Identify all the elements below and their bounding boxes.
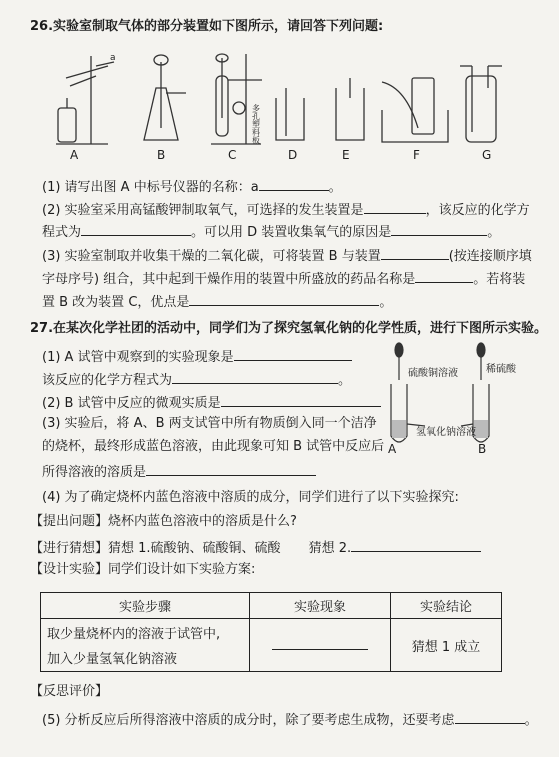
apparatus-label-f: F: [413, 148, 420, 162]
q27-guess: 【进行猜想】猜想 1.硫酸钠、硫酸铜、硫酸 猜想 2.: [30, 538, 481, 557]
q27-sub5: (5) 分析反应后所得溶液中溶质的成分时，除了要考虑生成物，还要考虑 。: [42, 710, 538, 729]
q27-title: 27.在某次化学社团的活动中，同学们为了探究氢氧化钠的化学性质，进行下图所示实验。: [30, 321, 548, 336]
q27-sub1-line2: 该反应的化学方程式为 。: [42, 370, 351, 389]
q27-design: 【设计实验】同学们设计如下实验方案:: [30, 562, 256, 577]
answer-blank[interactable]: [351, 538, 481, 552]
answer-blank[interactable]: [455, 710, 525, 724]
apparatus-label-c: C: [228, 148, 237, 162]
q26-title: 26.实验室制取气体的部分装置如下图所示，请回答下列问题:: [30, 19, 384, 34]
q26-sub3-line2: 字母序号) 组合，其中起到干燥作用的装置中所盛放的药品名称是 。若将装: [42, 269, 525, 288]
experiment-table: [40, 592, 502, 672]
table-header-cell: 实验结论: [391, 593, 502, 619]
q26-sub3-line1: (3) 实验室制取并收集干燥的二氧化碳，可将装置 B 与装置 (按连接顺序填: [42, 246, 532, 265]
tube-label-naoh: 氢氧化钠溶液: [416, 427, 476, 438]
apparatus-label-a: A: [70, 148, 79, 162]
q27-sub3-line3: 所得溶液的溶质是: [42, 462, 316, 481]
table-row: [41, 619, 502, 672]
q26-sub3-line3: 置 B 改为装置 C，优点是 。: [42, 292, 392, 311]
apparatus-label-b: B: [157, 148, 166, 162]
q27-sub4: (4) 为了确定烧杯内蓝色溶液中溶质的成分，同学们进行了以下实验探究:: [42, 490, 459, 505]
q26-sub2-line2: 程式为 。可以用 D 装置收集氧气的原因是 。: [42, 222, 500, 241]
answer-blank[interactable]: [272, 636, 368, 650]
answer-blank[interactable]: [146, 462, 316, 476]
table-phenomenon-cell: [250, 619, 391, 672]
answer-blank[interactable]: [364, 200, 426, 214]
apparatus-label-g: G: [482, 148, 492, 162]
tube-label-h2so4: 稀硫酸: [486, 364, 516, 375]
answer-blank[interactable]: [234, 347, 352, 361]
tube-label-a: A: [388, 442, 397, 456]
answer-blank[interactable]: [391, 222, 487, 236]
q26-sub2-line1: (2) 实验室采用高锰酸钾制取氧气，可选择的发生装置是 ，该反应的化学方: [42, 200, 530, 219]
table-step-cell: 取少量烧杯内的溶液于试管中, 加入少量氢氧化钠溶液: [41, 619, 250, 672]
table-header-cell: 实验现象: [250, 593, 391, 619]
answer-blank[interactable]: [259, 177, 329, 191]
apparatus-label-d: D: [288, 148, 298, 162]
answer-blank[interactable]: [415, 269, 473, 283]
table-header-cell: 实验步骤: [41, 593, 250, 619]
answer-blank[interactable]: [381, 246, 449, 260]
table-header-row: [41, 593, 502, 619]
q27-sub2: (2) B 试管中反应的微观实质是: [42, 393, 381, 412]
tube-label-b: B: [478, 442, 487, 456]
answer-blank[interactable]: [189, 292, 379, 306]
q27-ask: 【提出问题】烧杯内蓝色溶液中的溶质是什么?: [30, 514, 297, 529]
answer-blank[interactable]: [172, 370, 338, 384]
porous-plate-label: 多孔塑料板: [251, 104, 261, 144]
tube-label-cuso4: 硫酸铜溶液: [408, 368, 458, 379]
answer-blank[interactable]: [81, 222, 191, 236]
q27-reflect-tag: 【反思评价】: [30, 684, 109, 699]
answer-blank[interactable]: [221, 393, 381, 407]
table-conclusion-cell: 猜想 1 成立: [391, 619, 502, 672]
q26-sub1: (1) 请写出图 A 中标号仪器的名称：a 。: [42, 177, 342, 196]
q26-apparatus-figure: [36, 48, 516, 146]
q27-sub3-line2: 的烧杯，最终形成蓝色溶液，由此现象可知 B 试管中反应后: [42, 439, 385, 454]
label-a-mark: a: [110, 53, 116, 63]
q27-sub1-line1: (1) A 试管中观察到的实验现象是: [42, 347, 352, 366]
apparatus-label-e: E: [342, 148, 350, 162]
q27-sub3-line1: (3) 实验后，将 A、B 两支试管中所有物质倒入同一个洁净: [42, 416, 377, 431]
